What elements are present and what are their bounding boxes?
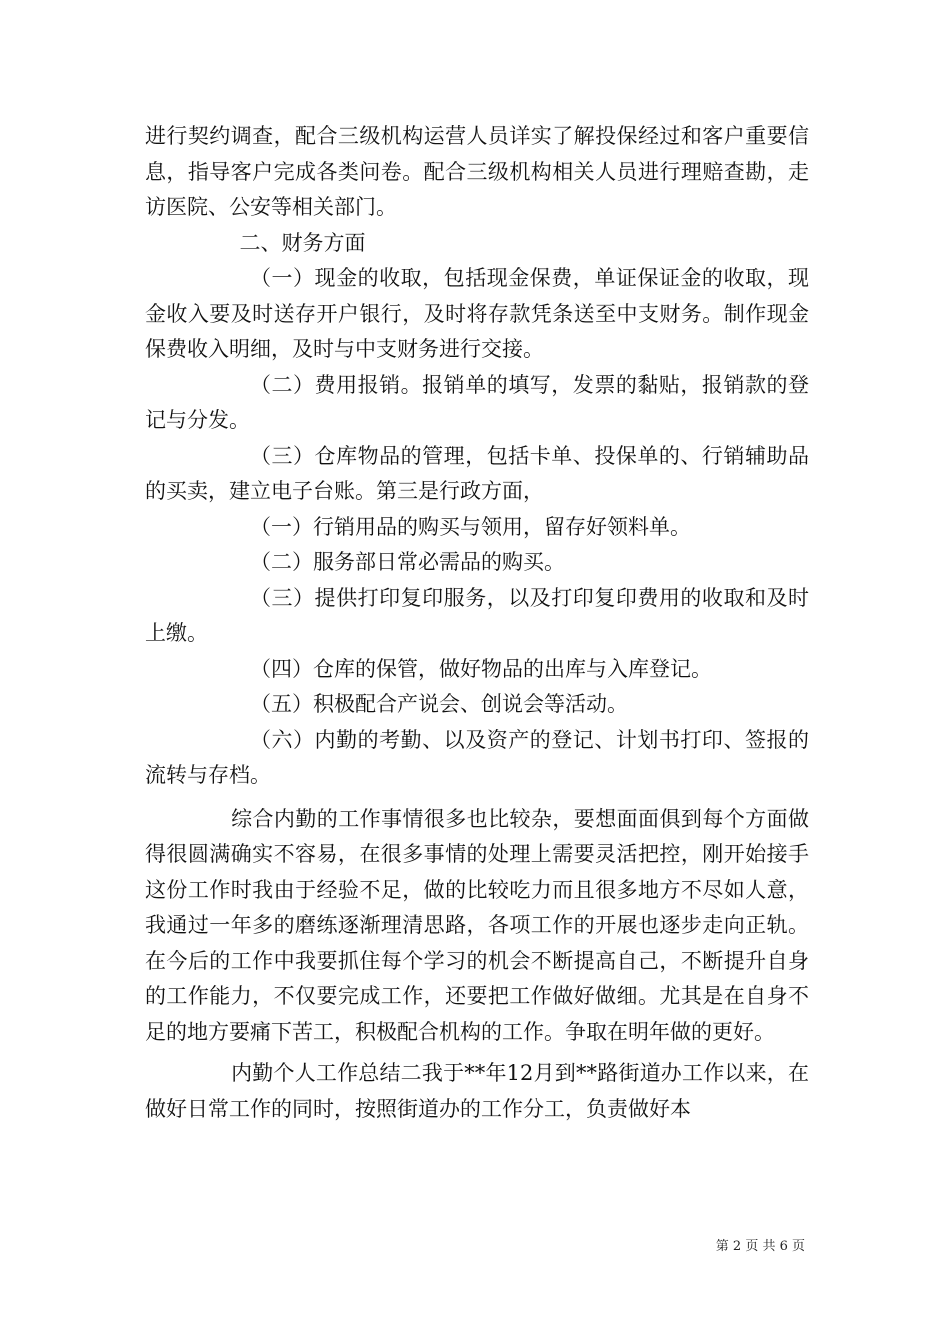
page-number-footer: 第 2 页 共 6 页 <box>715 1239 805 1254</box>
paragraph-finance-warehouse: （三）仓库物品的管理，包括卡单、投保单的、行销辅助品的买卖，建立电子台账。第三是行政方面， <box>145 443 809 503</box>
paragraph-admin-attendance: （六）内勤的考勤、以及资产的登记、计划书打印、签报的流转与存档。 <box>145 727 809 787</box>
document-body <box>145 119 809 1127</box>
paragraph-finance-cash: （一）现金的收取，包括现金保费，单证保证金的收取，现金收入要及时送存开户银行，及时将存款凭条送至中支财务。制作现金保费收入明细，及时与中支财务进行交接。 <box>145 266 809 361</box>
paragraph-finance-expense: （二）费用报销。报销单的填写，发票的黏贴，报销款的登记与分发。 <box>145 372 809 432</box>
paragraph-admin-necessities: （二）服务部日常必需品的购买。 <box>250 550 565 574</box>
paragraph-summary: 综合内勤的工作事情很多也比较杂，要想面面俱到每个方面做得很圆满确实不容易，在很多事情的处理上需要灵活把控，刚开始接手这份工作时我由于经验不足，做的比较吃力而且很多地方不尽如人意，我通过一年多的磨练逐渐理清思路，各项工作的开展也逐步走向正轨。在今后的工作中我要抓住每个学习的机会不断提高自己，不断提升自身的工作能力，不仅要完成工作，还要把工作做好做细。尤其是在自身不足的地方要痛下苦工，积极配合机构的工作。争取在明年做的更好。 <box>145 806 809 1044</box>
paragraph-admin-storage: （四）仓库的保管，做好物品的出库与入库登记。 <box>250 656 712 681</box>
section-heading-finance: 二、财务方面 <box>239 230 366 255</box>
paragraph-summary-two: 内勤个人工作总结二我于**年12月到**路街道办工作以来，在做好日常工作的同时，按照街道办的工作分工，负责做好本 <box>145 1061 809 1121</box>
paragraph-contract-survey: 进行契约调查，配合三级机构运营人员详实了解投保经过和客户重要信息，指导客户完成各类问卷。配合三级机构相关人员进行理赔查勘，走访医院、公安等相关部门。 <box>145 124 809 219</box>
paragraph-admin-events: （五）积极配合产说会、创说会等活动。 <box>250 692 628 716</box>
paragraph-admin-printing: （三）提供打印复印服务，以及打印复印费用的收取和及时上缴。 <box>145 585 809 645</box>
paragraph-admin-supplies: （一）行销用品的购买与领用，留存好领料单。 <box>250 514 691 539</box>
